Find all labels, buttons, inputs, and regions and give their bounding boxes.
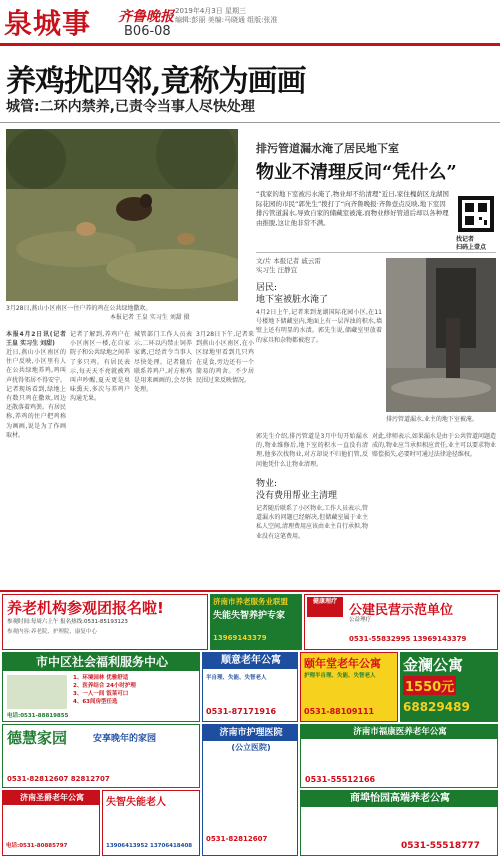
- ad-dehui-phone: 0531-82812607 82812707: [7, 775, 110, 783]
- ad-nursing-hospital[interactable]: [202, 724, 298, 856]
- ad-shizhong-phone: 电话:0531-88819855: [7, 713, 69, 719]
- ad-dehui-sub: 安享晚年的家园: [93, 734, 157, 744]
- ad-model-title: 公建民营示范单位: [349, 603, 454, 618]
- ad-nursing-sub: (公立医院): [231, 743, 271, 752]
- side-photo: [386, 258, 496, 412]
- ad-model-phone: 0531-55832995 13969143379: [349, 635, 467, 643]
- ad-shengjue-phone: 电话:0531-80885797: [6, 843, 68, 849]
- ad-shunyi-title: 顺意老年公寓: [203, 653, 298, 669]
- ad-tour-title: 养老机构参观团报名啦!: [7, 599, 164, 617]
- lead-photo-caption: 3月28日,燕山小区南区一住户养的鸡在公共绿地撒欢。: [6, 305, 152, 312]
- ad-shizhong-title: 市中区社会福利服务中心: [3, 653, 200, 671]
- ad-alliance-phone: 13969143379: [213, 634, 267, 642]
- side-kicker: 排污管道漏水淹了居民地下室: [256, 142, 399, 155]
- lead-photo: [6, 129, 238, 301]
- ad-tour-banner[interactable]: [2, 594, 208, 650]
- lead-dateline: [6, 330, 66, 348]
- issue-date: 2019年4月3日 星期三: [175, 7, 246, 15]
- ad-shengjue[interactable]: [2, 790, 100, 856]
- ad-dehui-title: 德慧家园: [7, 729, 68, 747]
- ad-shizhong-item-1: 1、环境园林 优雅舒适: [73, 675, 129, 681]
- qr-label: 找记者: [456, 236, 475, 243]
- ad-yinian-title: 颐年堂老年公寓: [304, 657, 381, 670]
- side-subhead-1: 居民: 地下室被脏水淹了: [256, 283, 329, 305]
- section-title: 泉城事: [4, 7, 92, 40]
- qr-code-icon: [458, 196, 494, 232]
- header-rule: [0, 43, 500, 46]
- ad-shangbu[interactable]: [300, 790, 498, 856]
- divider: [256, 252, 496, 253]
- divider: [0, 122, 500, 123]
- ad-jinlan-phone: 68829489: [403, 700, 470, 714]
- lead-body-col2: 记者了解到,养鸡户在小区南区一楼,在自家院子和公共绿地之间养了多只鸡。有居民表示,每天天不亮就被鸡叫声吵醒,夏天更是臭味熏天,多次与养鸡户沟通无果。: [70, 331, 130, 403]
- lead-dateline-text: 本报4月2日讯(记者 王皇 实习生 刘甜): [6, 331, 66, 348]
- ad-top-rule: [0, 590, 500, 592]
- ad-tour-sub: 参观时间:每周六上午 报名热线:0531-85193123: [7, 619, 128, 625]
- ad-dementia-phone: 13906413952 13706418408: [106, 843, 193, 849]
- ad-model-badge: 健康理疗: [307, 597, 343, 617]
- ad-dementia[interactable]: [102, 790, 200, 856]
- lead-subheadline: 城管:二环内禁养,已责令当事人尽快处理: [6, 99, 255, 115]
- editor-line: 编辑:彭丽 美编:马晓通 组版:张准: [175, 16, 278, 24]
- ad-shunyi-phone: 0531-87171916: [206, 707, 277, 716]
- side-body-2: 郭先生介绍,排污管道是3月中旬开始漏水的,物业维修后,地下室的积水一直没有清理,他多次找物业,对方却说不归他们管,反问他凭什么让物业清理。: [256, 433, 368, 468]
- qr-label2: 扫码上壹点: [456, 244, 487, 251]
- lead-headline: 养鸡扰四邻,竟称为画画: [6, 64, 306, 99]
- ad-nursing-title: 济南市护理医院: [203, 725, 298, 741]
- ad-shangbu-phone: 0531-55518777: [401, 841, 480, 851]
- ad-shizhong[interactable]: [2, 652, 200, 722]
- ad-dehui[interactable]: [2, 724, 200, 788]
- ad-jinlan-price: 1550元: [403, 676, 456, 695]
- ad-jinlan[interactable]: [400, 652, 498, 722]
- side-lead: “我家的地下室被污水淹了,物业却不给清理”近日,家住槐荫区龙湖国际花园的市民“郭先生”拨打了“向齐鲁晚报·齐鲁壹点反映,地下室因排污管道漏水,导致自家的储藏室被淹,而物业修好管道后却以各种理由推脱,这让他非常不满。: [256, 190, 449, 227]
- side-byline: 文/片 本报记者 戚云雷 实习生 汪静宜: [256, 257, 321, 274]
- ad-model-unit[interactable]: [304, 594, 498, 650]
- ad-shizhong-item-3: 3、一人一间 饭菜可口: [73, 691, 129, 697]
- lead-body-col3: 城管部门工作人员表示,二环以内禁止饲养家禽,已经责令当事人尽快处理。记者随后联系养鸡户,对方称鸡是用来画画的,会尽快处理。: [134, 331, 192, 394]
- side-subhead-2: 物业: 没有费用帮业主清理: [256, 479, 338, 501]
- ad-fukang-phone: 0531-55512166: [305, 775, 376, 784]
- ad-yinian[interactable]: [300, 652, 398, 722]
- ad-dementia-title: 失智失能老人: [106, 797, 166, 808]
- ad-alliance-sub: 失能失智养护专家: [213, 611, 286, 621]
- page-header: [0, 0, 500, 44]
- lead-body-col4: 3月28日下午,记者来到燕山小区南区,在小区绿地里看到几只鸡在觅食,旁边还有一个简易的鸡舍。不少居民围过来反映情况。: [196, 331, 254, 385]
- ad-yinian-phone: 0531-88109111: [304, 707, 375, 716]
- side-body-3: 记者随后联系了小区物业,工作人员表示,管道漏水的问题已经解决,但储藏室属于业主私人空间,清理费用应该由业主自行承担,物业没有这笔费用。: [256, 505, 368, 540]
- ad-nursing-phone: 0531-82812607: [206, 835, 268, 843]
- ad-fukang-title: 济南市福康医养老年公寓: [301, 725, 498, 739]
- ad-alliance[interactable]: [210, 594, 302, 650]
- side-body-1: 4月2日上午,记者来到龙湖国际花园小区,在11号楼地下储藏室内,地面上有一层浑浊的积水,墙壁上还有明显的水渍。郭先生说,储藏室里放着的家具和杂物都被泡了。: [256, 309, 382, 344]
- ad-yinian-sub: 护理半自理、失能、失智老人: [304, 673, 376, 679]
- side-photo-caption: 排污管道漏水,业主的地下室被淹。: [386, 416, 478, 423]
- ad-alliance-title: 济南市养老服务业联盟: [213, 597, 288, 606]
- ad-model-sub: 公益理疗: [349, 617, 372, 623]
- lead-photo-credit: 本报记者 王皇 实习生 刘甜 摄: [110, 314, 190, 321]
- ad-shizhong-item-2: 2、医养结合 24小时护理: [73, 683, 136, 689]
- newspaper-logo: 齐鲁晚报: [118, 9, 174, 25]
- side-body-4: 对此,律师表示,如果漏水是由于公共管道问题造成的,物业应当承担相应责任,业主可以要求物业赔偿损失,必要时可通过法律途径维权。: [372, 433, 496, 459]
- ad-shunyi[interactable]: [202, 652, 298, 722]
- ad-shangbu-title: 商埠怡园高端养老公寓: [301, 791, 498, 807]
- ad-shizhong-item-4: 4、63间房型任选: [73, 699, 118, 705]
- ad-tour-detail: 参观内容:养老院、护理院、康复中心: [7, 629, 97, 635]
- ad-shengjue-title: 济南圣爵老年公寓: [3, 791, 100, 805]
- ad-shizhong-image: [7, 675, 67, 709]
- ad-shunyi-sub: 半自理、失能、失智老人: [206, 675, 267, 681]
- lead-body-col1: 近日,燕山小区南区的住户反映,小区里有人在公共绿地养鸡,鸡叫声扰得邻居不得安宁。记者现场看到,绿地上有数只鸡在撒欢,周边还散落着鸡粪。有居民称,养鸡的住户把鸡称为画画,说是为了作画取材。: [6, 349, 66, 439]
- ad-fukang[interactable]: [300, 724, 498, 788]
- ad-jinlan-title: 金澜公寓: [403, 656, 464, 674]
- side-headline: 物业不清理反问“凭什么”: [256, 162, 457, 183]
- page-code: B06-08: [124, 24, 171, 39]
